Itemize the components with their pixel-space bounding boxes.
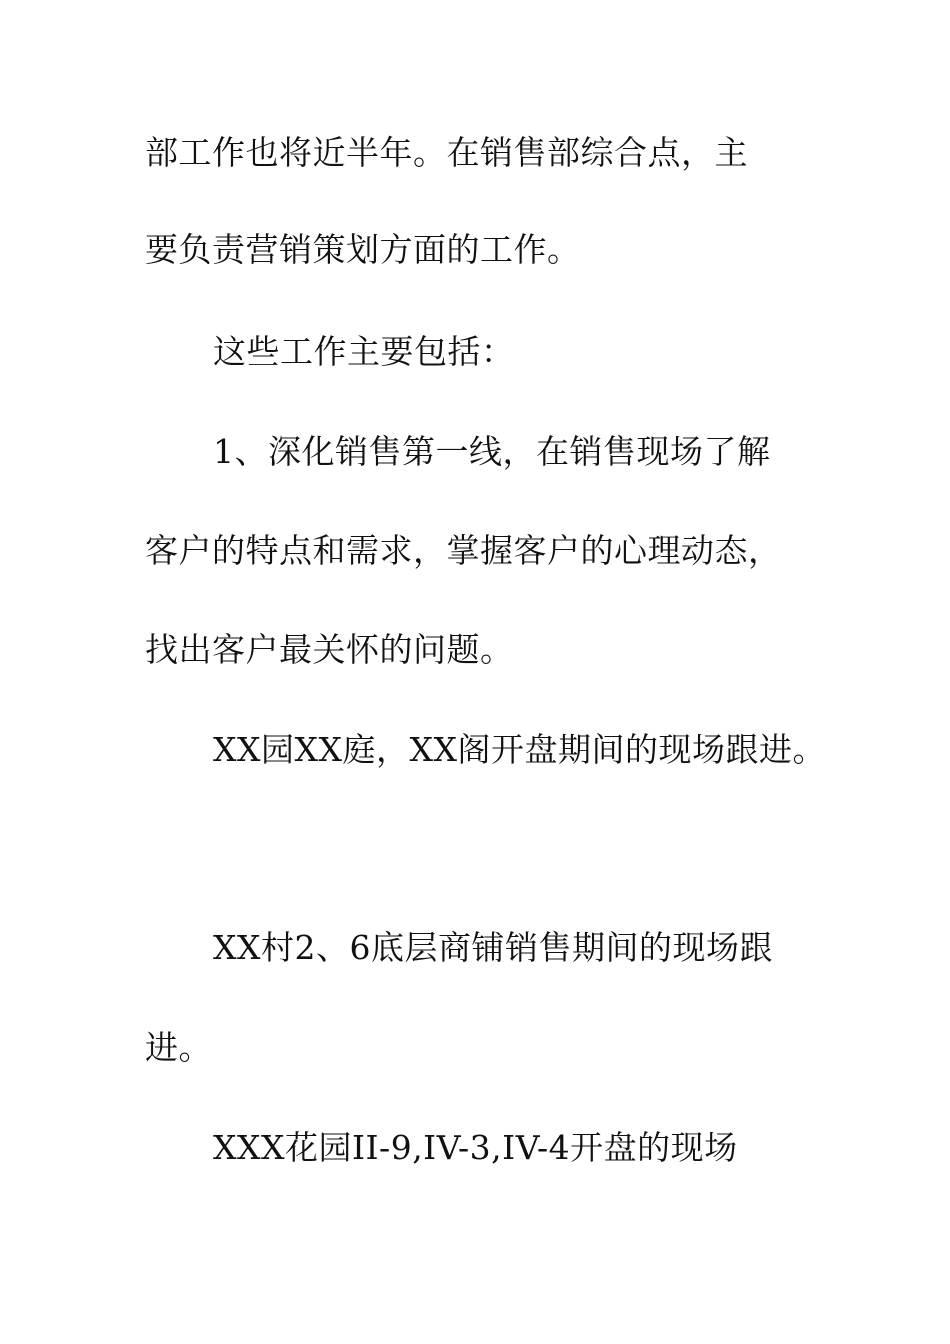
text-line: 这些工作主要包括： xyxy=(213,332,515,371)
text-line: 部工作也将近半年。在销售部综合点，主 xyxy=(145,133,748,172)
text-line: XX村2、6底层商铺销售期间的现场跟 xyxy=(213,928,773,967)
text-line: 客户的特点和需求，掌握客户的心理动态， xyxy=(145,531,782,570)
text-line: 找出客户最关怀的问题。 xyxy=(145,630,514,669)
text-line: XX园XX庭，XX阁开盘期间的现场跟进。 xyxy=(213,730,826,769)
text-line: 要负责营销策划方面的工作。 xyxy=(145,230,581,269)
text-line: XXX花园II-9,IV-3,IV-4开盘的现场 xyxy=(213,1128,738,1167)
text-line: 进。 xyxy=(145,1028,212,1067)
text-line: 1、深化销售第一线，在销售现场了解 xyxy=(213,432,771,471)
